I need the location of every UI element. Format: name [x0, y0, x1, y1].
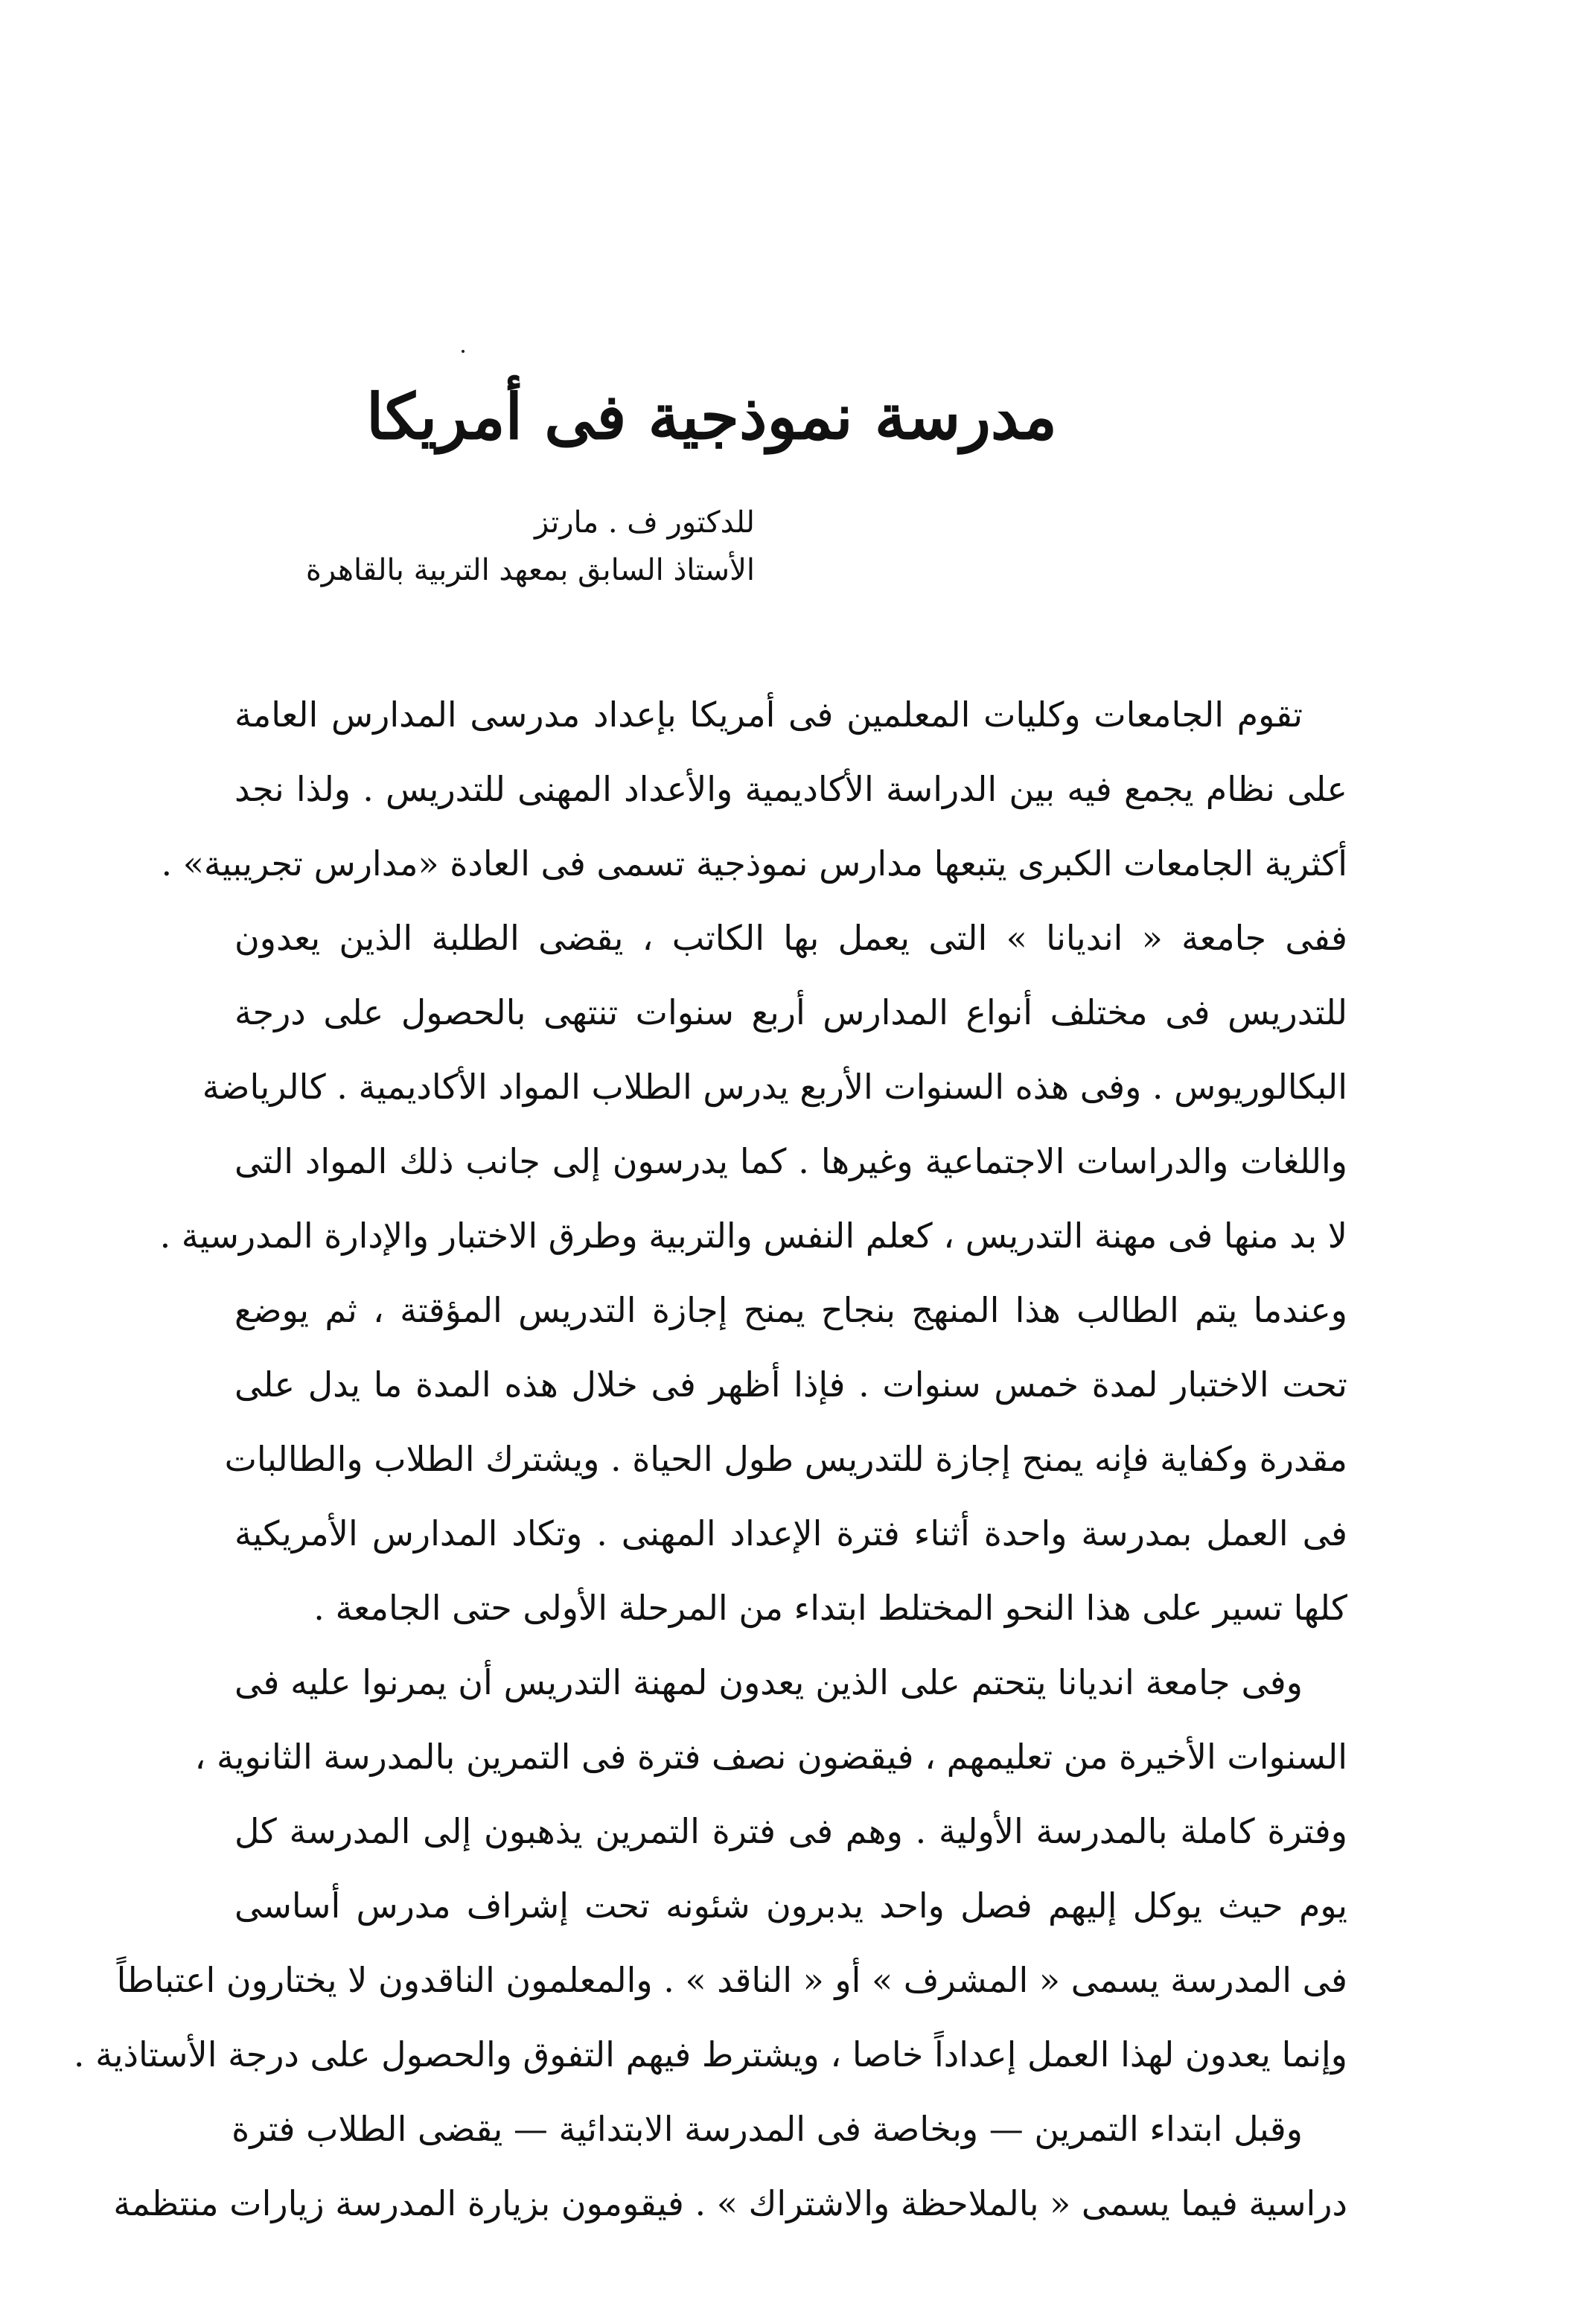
body-line: دراسية فيما يسمى « بالملاحظة والاشتراك » . فيقومون بزيارة المدرسة زيارات منتظمة — [113, 2183, 1347, 2223]
body-line: على نظام يجمع فيه بين الدراسة الأكاديمية والأعداد المهنى للتدريس . ولذا نجد — [234, 769, 1347, 809]
body-line: تقوم الجامعات وكليات المعلمين فى أمريكا بإعداد مدرسى المدارس العامة — [234, 694, 1303, 735]
body-line: السنوات الأخيرة من تعليمهم ، فيقضون نصف فترة فى التمرين بالمدرسة الثانوية ، — [194, 1737, 1347, 1777]
article-title: مدرسة نموذجية فى أمريكا — [366, 380, 1057, 453]
body-line: فى المدرسة يسمى « المشرف » أو « الناقد » . والمعلمون الناقدون لا يختارون اعتباطاً — [116, 1960, 1347, 2000]
body-line: وفى جامعة انديانا يتحتم على الذين يعدون لمهنة التدريس أن يمرنوا عليه فى — [234, 1662, 1303, 1702]
body-line: أكثرية الجامعات الكبرى يتبعها مدارس نموذجية تسمى فى العادة «مدارس تجريبية» . — [161, 843, 1347, 884]
stray-dot-mark — [462, 350, 465, 353]
body-line: واللغات والدراسات الاجتماعية وغيرها . كما يدرسون إلى جانب ذلك المواد التى — [234, 1141, 1347, 1181]
body-line: مقدرة وكفاية فإنه يمنح إجازة للتدريس طول الحياة . ويشترك الطلاب والطالبات — [224, 1439, 1347, 1479]
body-line: يوم حيث يوكل إليهم فصل واحد يدبرون شئونه تحت إشراف مدرس أساسى — [234, 1885, 1347, 1926]
body-line: البكالوريوس . وفى هذه السنوات الأربع يدرس الطلاب المواد الأكاديمية . كالرياضة — [202, 1067, 1347, 1107]
body-line: وقبل ابتداء التمرين — وبخاصة فى المدرسة الابتدائية — يقضى الطلاب فترة — [232, 2109, 1303, 2149]
body-line: ففى جامعة « انديانا » التى يعمل بها الكاتب ، يقضى الطلبة الذين يعدون — [234, 918, 1347, 958]
body-line: كلها تسير على هذا النحو المختلط ابتداء من المرحلة الأولى حتى الجامعة . — [313, 1588, 1347, 1628]
author-line: للدكتور ف . مارتز — [534, 505, 755, 540]
body-line: تحت الاختبار لمدة خمس سنوات . فإذا أظهر فى خلال هذه المدة ما يدل على — [234, 1364, 1347, 1405]
body-line: فى العمل بمدرسة واحدة أثناء فترة الإعداد المهنى . وتكاد المدارس الأمريكية — [234, 1513, 1347, 1553]
article-body — [73, 677, 1347, 2241]
body-line: وفترة كاملة بالمدرسة الأولية . وهم فى فترة التمرين يذهبون إلى المدرسة كل — [234, 1811, 1347, 1851]
author-affiliation: الأستاذ السابق بمعهد التربية بالقاهرة — [305, 553, 755, 587]
body-line: وإنما يعدون لهذا العمل إعداداً خاصا ، ويشترط فيهم التفوق والحصول على درجة الأستاذية . — [73, 2034, 1347, 2075]
body-line: وعندما يتم الطالب هذا المنهج بنجاح يمنح إجازة التدريس المؤقتة ، ثم يوضع — [234, 1290, 1347, 1330]
body-line: لا بد منها فى مهنة التدريس ، كعلم النفس والتربية وطرق الاختبار والإدارة المدرسية . — [159, 1216, 1347, 1256]
body-line: للتدريس فى مختلف أنواع المدارس أربع سنوات تنتهى بالحصول على درجة — [234, 992, 1347, 1032]
